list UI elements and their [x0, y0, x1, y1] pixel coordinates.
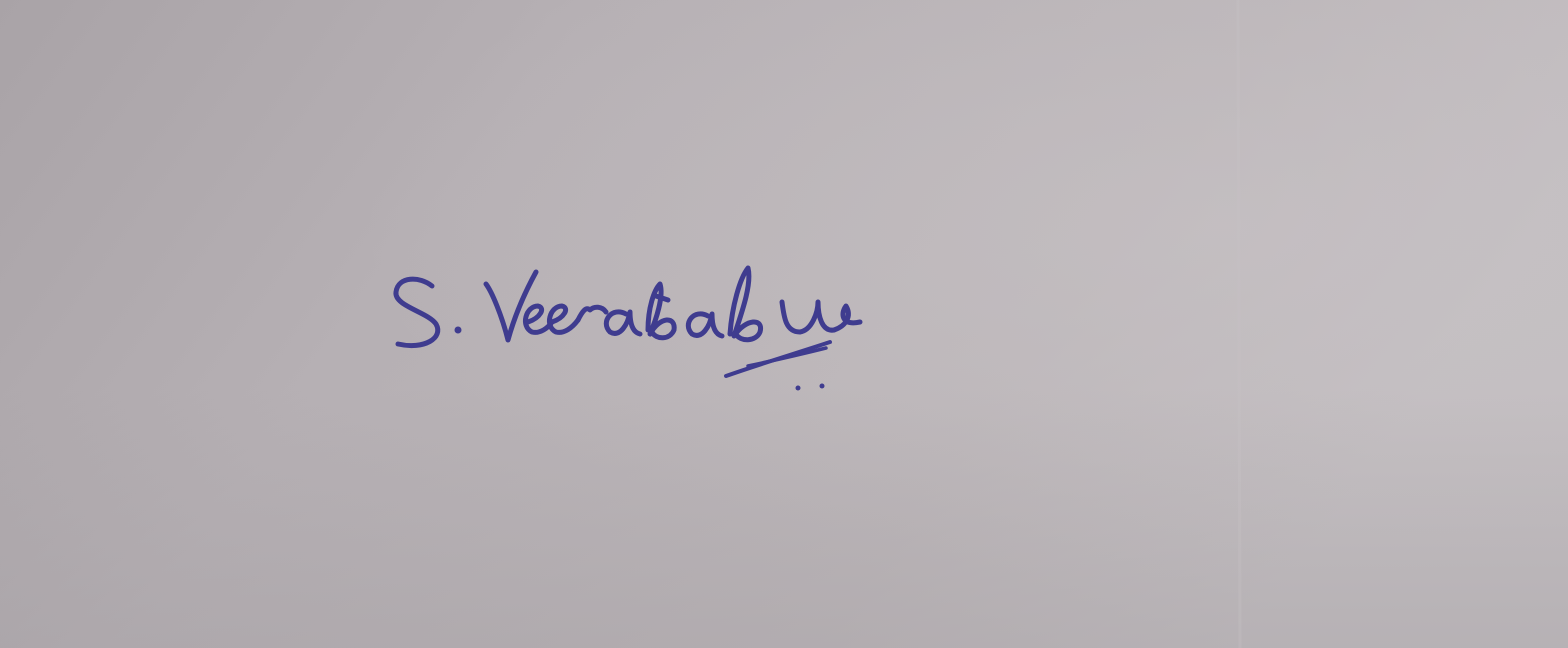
signature-dot-3: [820, 384, 825, 389]
signature-dot: [455, 327, 462, 334]
paper-crease: [1238, 0, 1240, 648]
signature-dot-2: [796, 386, 801, 391]
